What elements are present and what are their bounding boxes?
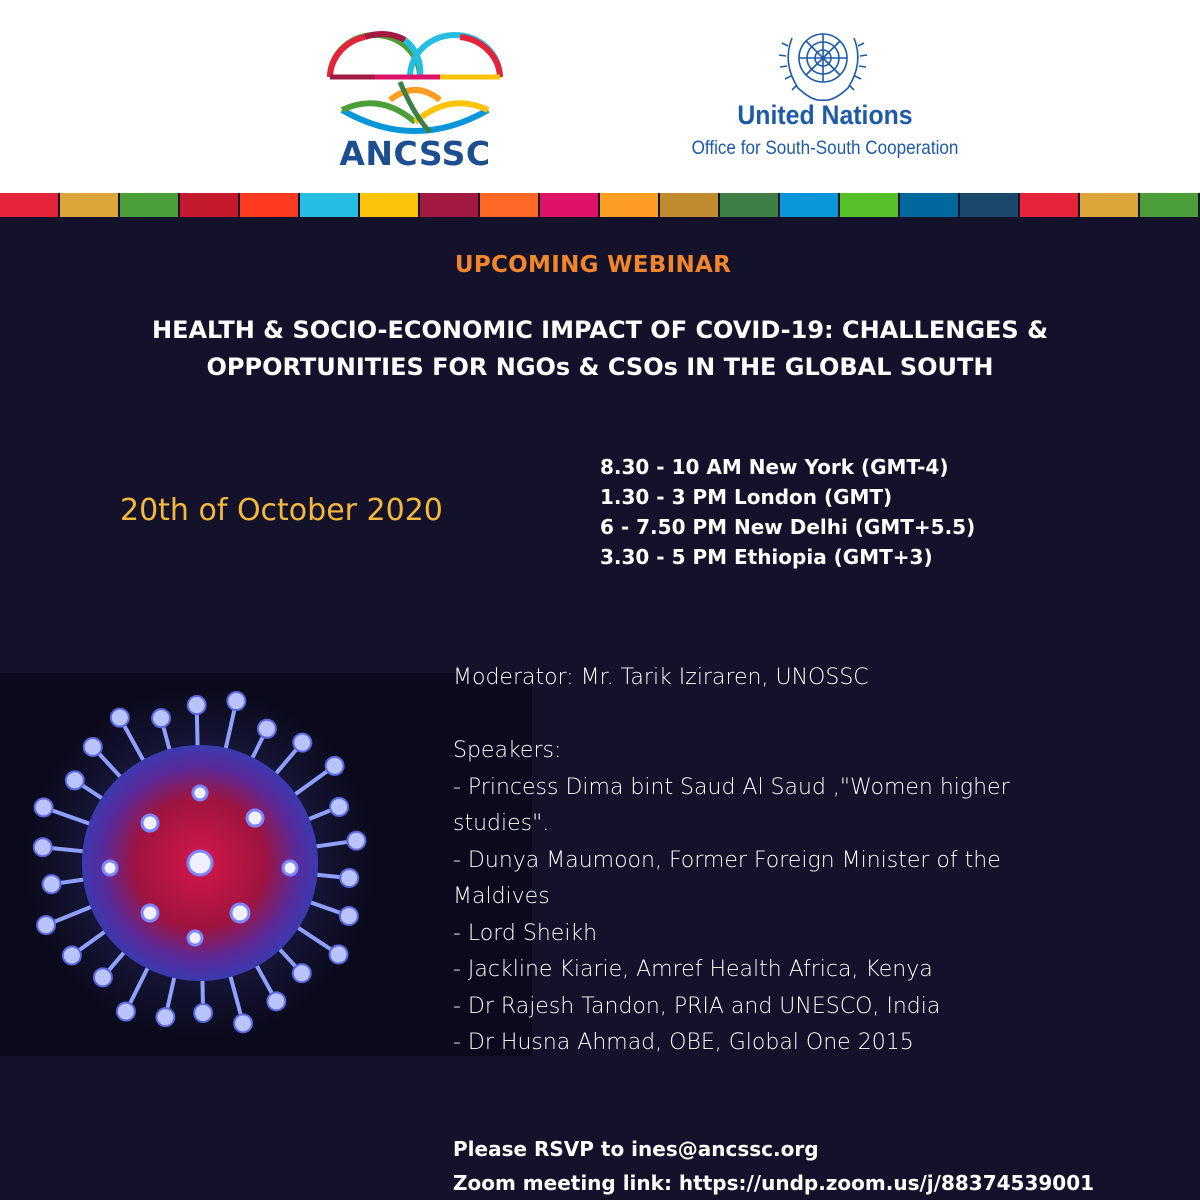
virus-spike-head (330, 798, 348, 816)
virus-spike-head (293, 734, 311, 752)
virus-surface-protein (193, 786, 207, 800)
virus-spike-head (66, 771, 84, 789)
virus-spike-head (156, 1008, 174, 1026)
sdg-color-segment (660, 193, 720, 217)
sdg-color-segment (540, 193, 600, 217)
virus-surface-protein (283, 861, 297, 875)
sdg-color-segment (1140, 193, 1200, 217)
virus-surface-protein (188, 851, 212, 875)
virus-spike-head (326, 757, 344, 775)
virus-spike-head (111, 709, 129, 727)
virus-surface-protein (247, 810, 263, 826)
sdg-color-bar (0, 193, 1200, 217)
sdg-color-segment (900, 193, 960, 217)
sdg-color-segment (1020, 193, 1080, 217)
virus-spike-head (340, 869, 358, 887)
sdg-color-segment (120, 193, 180, 217)
moderator-value: : Mr. Tarik Iziraren, UNOSSC (566, 665, 869, 690)
sdg-color-segment (720, 193, 780, 217)
speaker-details (453, 660, 1153, 1062)
virus-spike-head (152, 709, 170, 727)
virus-surface-protein (231, 904, 249, 922)
time-london: 1.30 - 3 PM London (GMT) (600, 485, 893, 509)
speaker-line: - Princess Dima bint Saud Al Saud ,"Women higher (453, 774, 1010, 800)
moderator-label: Moderator (453, 665, 567, 690)
virus-spike-head (63, 946, 81, 964)
virus-surface-protein (142, 905, 158, 921)
zoom-link[interactable]: Zoom meeting link: https://undp.zoom.us/j/88374539001 (453, 1171, 1095, 1195)
header (0, 0, 1200, 193)
upcoming-webinar-label: UPCOMING WEBINAR (454, 252, 732, 278)
un-office: Office for South-South Cooperation (691, 138, 959, 159)
virus-spike-head (194, 1004, 212, 1022)
virus-spike-head (330, 945, 348, 963)
event-date: 20th of October 2020 (120, 493, 443, 528)
webinar-title-line-2: OPPORTUNITIES FOR NGOs & CSOs IN THE GLOBAL SOUTH (206, 353, 994, 381)
sdg-color-segment (240, 193, 300, 217)
sdg-color-segment (960, 193, 1020, 217)
virus-spike-head (227, 692, 245, 710)
sdg-color-segment (840, 193, 900, 217)
un-name: United Nations (737, 100, 913, 130)
virus-surface-protein (142, 815, 158, 831)
un-emblem-icon (768, 18, 878, 106)
virus-spike-head (35, 798, 53, 816)
rsvp-line[interactable]: Please RSVP to ines@ancssc.org (453, 1137, 819, 1161)
sdg-color-segment (0, 193, 60, 217)
virus-surface-protein (188, 931, 202, 945)
speaker-line: studies". (453, 811, 550, 836)
virus-spike-head (293, 964, 311, 982)
ancssc-logo (320, 22, 510, 172)
virus-spike-head (188, 696, 206, 714)
footer (453, 1132, 1094, 1200)
webinar-title-line-1: HEALTH & SOCIO-ECONOMIC IMPACT OF COVID-19: CHALLENGES & (151, 316, 1048, 344)
sdg-color-segment (1080, 193, 1140, 217)
sdg-color-segment (180, 193, 240, 217)
ancssc-emblem-icon (320, 22, 510, 142)
time-new-york: 8.30 - 10 AM New York (GMT-4) (600, 455, 949, 479)
speaker-line: Maldives (453, 884, 550, 909)
sdg-color-segment (300, 193, 360, 217)
sdg-color-segment (420, 193, 480, 217)
virus-spike-head (347, 832, 365, 850)
sdg-color-segment (780, 193, 840, 217)
sdg-color-segment (600, 193, 660, 217)
virus-spike-head (34, 838, 52, 856)
speakers-label: Speakers: (453, 738, 562, 763)
virus-spike-head (94, 968, 112, 986)
speaker-line: - Lord Sheikh (453, 920, 598, 946)
speaker-line: - Dunya Maumoon, Former Foreign Minister of the (453, 847, 1001, 873)
time-new-delhi: 6 - 7.50 PM New Delhi (GMT+5.5) (600, 515, 976, 539)
virus-spike-head (37, 916, 55, 934)
virus-spike-head (267, 992, 285, 1010)
un-logo (670, 18, 980, 178)
virus-spike-head (117, 1003, 135, 1021)
speaker-line: - Jackline Kiarie, Amref Health Africa, Kenya (453, 957, 933, 982)
webinar-title (50, 312, 1150, 386)
moderator-line (453, 660, 1153, 697)
time-zones-list (600, 452, 975, 572)
virus-surface-protein (103, 861, 117, 875)
sdg-color-segment (360, 193, 420, 217)
virus-spike-head (340, 907, 358, 925)
speaker-line: - Dr Husna Ahmad, OBE, Global One 2015 (453, 1030, 914, 1055)
virus-spike-head (258, 720, 276, 738)
virus-spike-head (84, 738, 102, 756)
time-ethiopia: 3.30 - 5 PM Ethiopia (GMT+3) (600, 545, 933, 569)
sdg-color-segment (60, 193, 120, 217)
sdg-color-segment (480, 193, 540, 217)
virus-spike-head (234, 1014, 252, 1032)
ancssc-logo-text: ANCSSC (339, 134, 491, 173)
spacer (453, 697, 1153, 734)
virus-spike-head (43, 875, 61, 893)
speaker-line: - Dr Rajesh Tandon, PRIA and UNESCO, India (453, 993, 941, 1019)
